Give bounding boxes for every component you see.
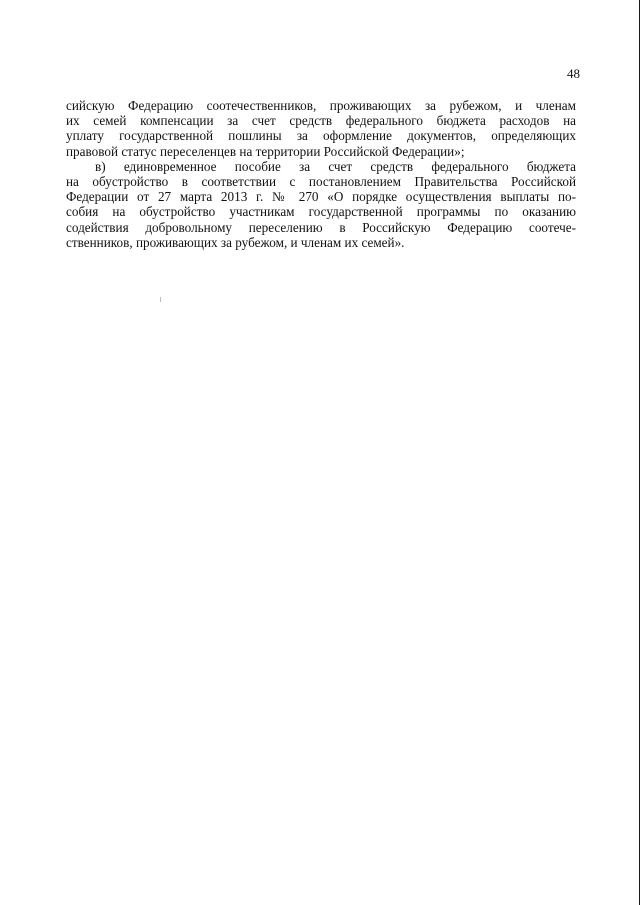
text-line: ственников, проживающих за рубежом, и членам их семей». (66, 234, 405, 250)
page-number: 48 (567, 66, 580, 81)
text-line: собия на обустройство участникам государственной программы по оказанию (66, 204, 576, 220)
paragraph-item-v (66, 159, 576, 250)
text-line: содействия добровольному переселению в Российскую Федерацию соотече- (66, 219, 576, 235)
body-text (66, 98, 576, 250)
text-line: в) единовременное пособие за счет средств федерального бюджета (95, 158, 576, 174)
text-line: Федерации от 27 марта 2013 г. № 270 «О порядке осуществления выплаты по- (66, 189, 576, 205)
text-line: на обустройство в соответствии с постановлением Правительства Российской (66, 173, 576, 189)
scan-speck (160, 297, 161, 302)
text-line: уплату государственной пошлины за оформление документов, определяющих (66, 128, 576, 144)
text-line: сийскую Федерацию соотечественников, проживающих за рубежом, и членам (66, 98, 576, 113)
paragraph-continuation (66, 98, 576, 159)
text-line: их семей компенсации за счет средств федерального бюджета расходов на (66, 113, 576, 129)
text-line: правовой статус переселенцев на территории Российской Федерации»; (66, 143, 465, 159)
